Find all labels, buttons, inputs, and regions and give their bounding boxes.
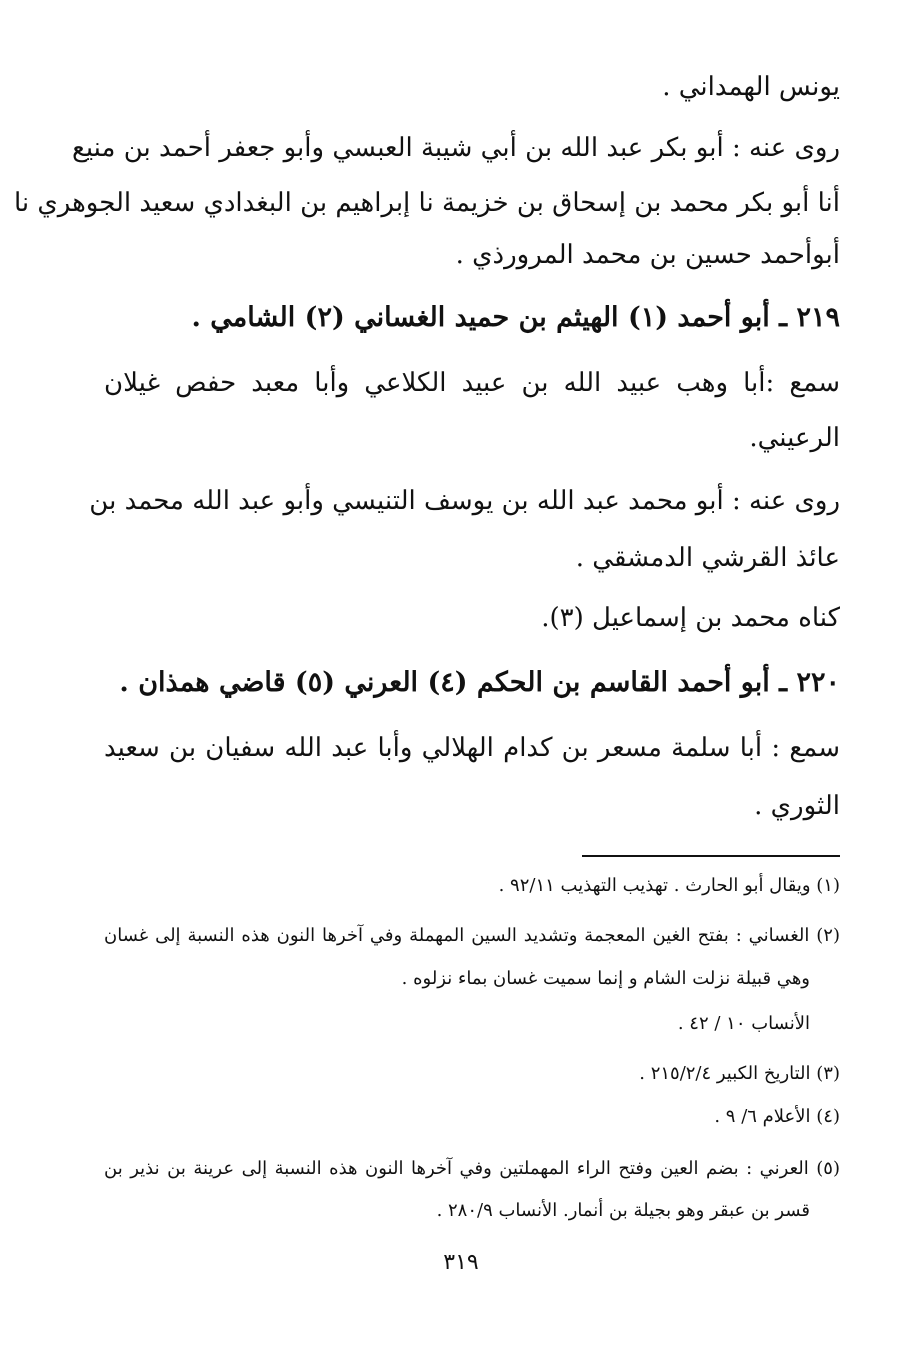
- entry-heading-220: ٢٢٠ ـ أبو أحمد القاسم بن الحكم (٤) العرني (٥) قاضي همذان .: [119, 667, 840, 698]
- text-line: عائذ القرشي الدمشقي .: [575, 543, 840, 573]
- footnote-5-continued: قسر بن عبقر وهو بجيلة بن أنمار. الأنساب ٢٨٠/٩ .: [436, 1200, 810, 1221]
- text-line: أبوأحمد حسين بن محمد المرورذي .: [455, 240, 840, 270]
- footnote-5: (٥) العرني : بضم العين وفتح الراء المهملتين وفي آخرها النون هذه النسبة إلى عرينة بن نذير بن: [104, 1158, 840, 1179]
- text-line: روى عنه : أبو محمد عبد الله بن يوسف التنيسي وأبو عبد الله محمد بن: [89, 486, 840, 516]
- footnote-2-continued: وهي قبيلة نزلت الشام و إنما سميت غسان بماء نزلوه .: [401, 968, 810, 989]
- footnote-2-source: الأنساب ١٠ / ٤٢ .: [677, 1013, 810, 1034]
- text-line: سمع :أبا وهب عبيد الله بن عبيد الكلاعي وأبا معبد حفص غيلان: [104, 368, 840, 398]
- text-line: سمع : أبا سلمة مسعر بن كدام الهلالي وأبا عبد الله سفيان بن سعيد: [104, 733, 840, 763]
- text-line: كناه محمد بن إسماعيل (٣).: [541, 603, 840, 633]
- footnote-3: (٣) التاريخ الكبير ٢١٥/٢/٤ .: [639, 1063, 840, 1084]
- footnote-1: (١) ويقال أبو الحارث . تهذيب التهذيب ٩٢/١١ .: [498, 875, 840, 896]
- page-number: ٣١٩: [443, 1250, 479, 1275]
- text-line: روى عنه : أبو بكر عبد الله بن أبي شيبة العبسي وأبو جعفر أحمد بن منيع: [71, 133, 840, 163]
- text-line: أنا أبو بكر محمد بن إسحاق بن خزيمة نا إبراهيم بن البغدادي سعيد الجوهري نا: [13, 188, 840, 218]
- text-line: الثوري .: [754, 791, 840, 821]
- footnote-divider: [582, 855, 840, 857]
- footnote-2: (٢) الغساني : بفتح الغين المعجمة وتشديد السين المهملة وفي آخرها النون هذه النسبة إلى غسان: [104, 925, 840, 946]
- entry-heading-219: ٢١٩ ـ أبو أحمد (١) الهيثم بن حميد الغساني (٢) الشامي .: [191, 302, 840, 333]
- text-line: الرعيني.: [749, 423, 840, 453]
- text-line: يونس الهمداني .: [662, 72, 840, 102]
- footnote-4: (٤) الأعلام ٦/ ٩ .: [714, 1106, 840, 1127]
